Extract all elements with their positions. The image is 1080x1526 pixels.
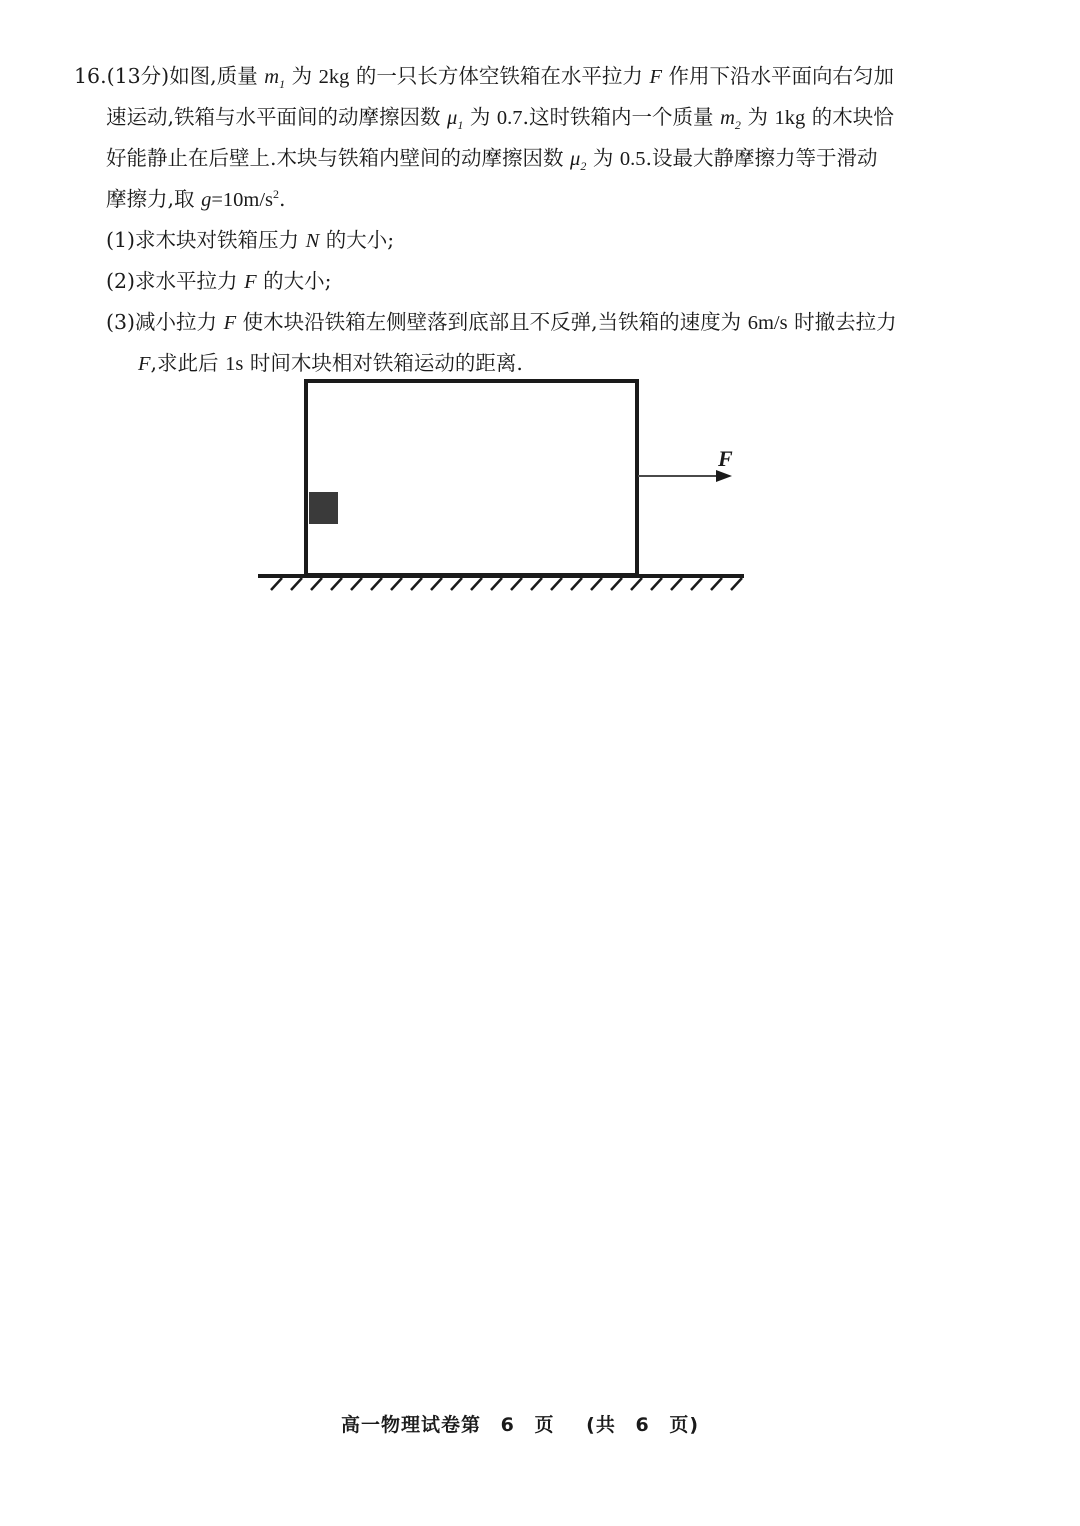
mu-2-value: 0.5 (619, 148, 646, 170)
wood-block (309, 492, 338, 524)
text: 的大小; (263, 269, 332, 293)
force-symbol: F (649, 66, 662, 88)
footer-total: (共 6 页) (586, 1414, 699, 1436)
text: 为 (747, 105, 768, 129)
hatch-mark (491, 578, 502, 590)
g-symbol: g (201, 189, 212, 211)
mu-1-symbol: $\mu_1$ (447, 107, 464, 133)
force-symbol: F (244, 271, 257, 293)
text: 速运动,铁箱与水平面间的动摩擦因数 (106, 105, 441, 129)
time-value: 1s (225, 353, 244, 375)
text: 时撤去拉力 (794, 310, 897, 334)
physics-figure (0, 0, 1080, 620)
hatch-mark (291, 578, 302, 590)
velocity-value: 6m/s (747, 312, 788, 334)
text: . (279, 187, 286, 211)
mass-1-value: 2kg (318, 66, 350, 88)
hatch-mark (311, 578, 322, 590)
hatch-mark (371, 578, 382, 590)
page-footer (0, 1410, 1040, 1437)
hatch-mark (471, 578, 482, 590)
iron-box (306, 381, 637, 575)
text: (3)减小拉力 (106, 310, 218, 334)
hatch-mark (651, 578, 662, 590)
mu-1-value: 0.7 (496, 107, 523, 129)
mass-2-value: 1kg (774, 107, 806, 129)
text: 为 (291, 64, 313, 88)
text: 为 (592, 146, 614, 170)
text: .这时铁箱内一个质量 (522, 105, 714, 129)
text: 如图,质量 (169, 64, 258, 88)
text: (2)求水平拉力 (106, 269, 238, 293)
footer-title: 高一物理试卷第 6 页 (341, 1414, 555, 1436)
hatch-mark (331, 578, 342, 590)
hatch-mark (731, 578, 742, 590)
hatch-mark (631, 578, 642, 590)
text: 使木块沿铁箱左侧壁落到底部且不反弹,当铁箱的速度为 (242, 310, 742, 334)
hatch-mark (711, 578, 722, 590)
text: 作用下沿水平面向右匀加 (668, 64, 894, 88)
mass-1-symbol: $m_1$ (264, 66, 286, 92)
text: ,求此后 (150, 351, 219, 375)
hatch-mark (511, 578, 522, 590)
text: (1)求木块对铁箱压力 (106, 228, 300, 252)
ground-hatching (271, 578, 742, 590)
hatch-mark (611, 578, 622, 590)
hatch-mark (411, 578, 422, 590)
text: 时间木块相对铁箱运动的距离. (249, 351, 523, 375)
text: 的木块恰 (811, 105, 894, 129)
hatch-mark (431, 578, 442, 590)
hatch-mark (671, 578, 682, 590)
text: 摩擦力,取 (106, 187, 195, 211)
mass-2-symbol: $m_2$ (720, 107, 741, 133)
hatch-mark (451, 578, 462, 590)
g-value: $=10m/s^2$ (211, 187, 279, 211)
text: 的大小; (325, 228, 395, 252)
problem-header: 16.(13分) (74, 64, 170, 88)
hatch-mark (271, 578, 282, 590)
hatch-mark (591, 578, 602, 590)
hatch-mark (531, 578, 542, 590)
hatch-mark (691, 578, 702, 590)
hatch-mark (351, 578, 362, 590)
text: 为 (469, 105, 491, 129)
force-symbol: F (138, 353, 151, 375)
normal-force-symbol: N (305, 230, 320, 252)
hatch-mark (551, 578, 562, 590)
hatch-mark (391, 578, 402, 590)
force-arrow (638, 470, 732, 482)
force-label: F (718, 446, 733, 471)
text: .设最大静摩擦力等于滑动 (645, 146, 878, 170)
force-symbol: F (223, 312, 237, 334)
text: 的一只长方体空铁箱在水平拉力 (355, 64, 643, 88)
mu-2-symbol: $\mu_2$ (570, 148, 587, 174)
hatch-mark (571, 578, 582, 590)
text: 好能静止在后壁上.木块与铁箱内壁间的动摩擦因数 (106, 146, 564, 170)
